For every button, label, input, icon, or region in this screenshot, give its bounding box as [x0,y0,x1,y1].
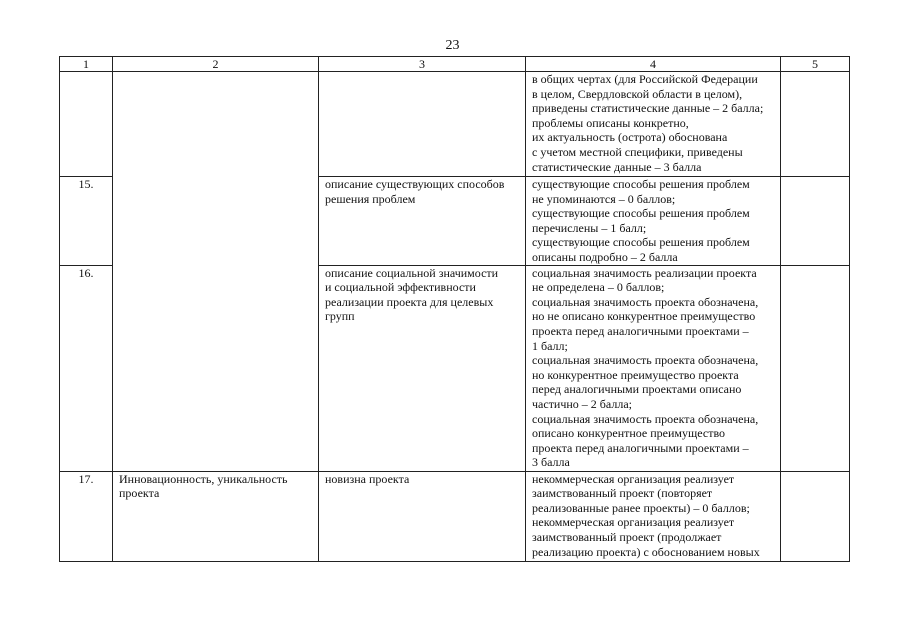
row-number-cell: 17. [60,471,113,561]
column-header-5: 5 [781,57,850,72]
scoring-cell: социальная значимость реализации проекта не определена – 0 баллов; социальная значимость проекта обозначена, но не описано конкурентное преимущество проекта перед аналогичными проектами – 1 балл; социальная значимость проекта обозначена, но конкурентное преимущество проекта перед аналогичными проектами описано частично – 2 балла; социальная значимость проекта обозначена, описано конкурентное преимущество проекта перед аналогичными проектами – 3 балла [526,265,781,471]
indicator-cell [319,72,526,177]
scoring-cell: некоммерческая организация реализует заимствованный проект (повторяет реализованные ранее проекты) – 0 баллов; некоммерческая организация реализует заимствованный проект (продолжает реализацию проекта) с обоснованием новых [526,471,781,561]
column-header-2: 2 [113,57,319,72]
scoring-cell: в общих чертах (для Российской Федерации в целом, Свердловской области в целом), приведены статистические данные – 2 балла; проблемы описаны конкретно, их актуальность (острота) обоснована с учетом местной специфики, приведены статистические данные – 3 балла [526,72,781,177]
criterion-cell-merged [113,72,319,472]
column5-cell [781,177,850,266]
indicator-cell: описание социальной значимости и социальной эффективности реализации проекта для целевых групп [319,265,526,471]
row-number-cell [60,72,113,177]
criterion-cell: Инновационность, уникальность проекта [113,471,319,561]
column-header-3: 3 [319,57,526,72]
table-row-continuation [60,72,850,177]
indicator-cell: новизна проекта [319,471,526,561]
criteria-table [59,56,850,562]
row-number-cell: 16. [60,265,113,471]
column5-cell [781,471,850,561]
column-header-1: 1 [60,57,113,72]
page-number: 23 [445,38,460,53]
row-number-cell: 15. [60,177,113,266]
column5-cell [781,72,850,177]
scoring-cell: существующие способы решения проблем не упоминаются – 0 баллов; существующие способы решения проблем перечислены – 1 балл; существующие способы решения проблем описаны подробно – 2 балла [526,177,781,266]
column-header-4: 4 [526,57,781,72]
table-header-row [60,57,850,72]
table-row-17 [60,471,850,561]
indicator-cell: описание существующих способов решения проблем [319,177,526,266]
column5-cell [781,265,850,471]
